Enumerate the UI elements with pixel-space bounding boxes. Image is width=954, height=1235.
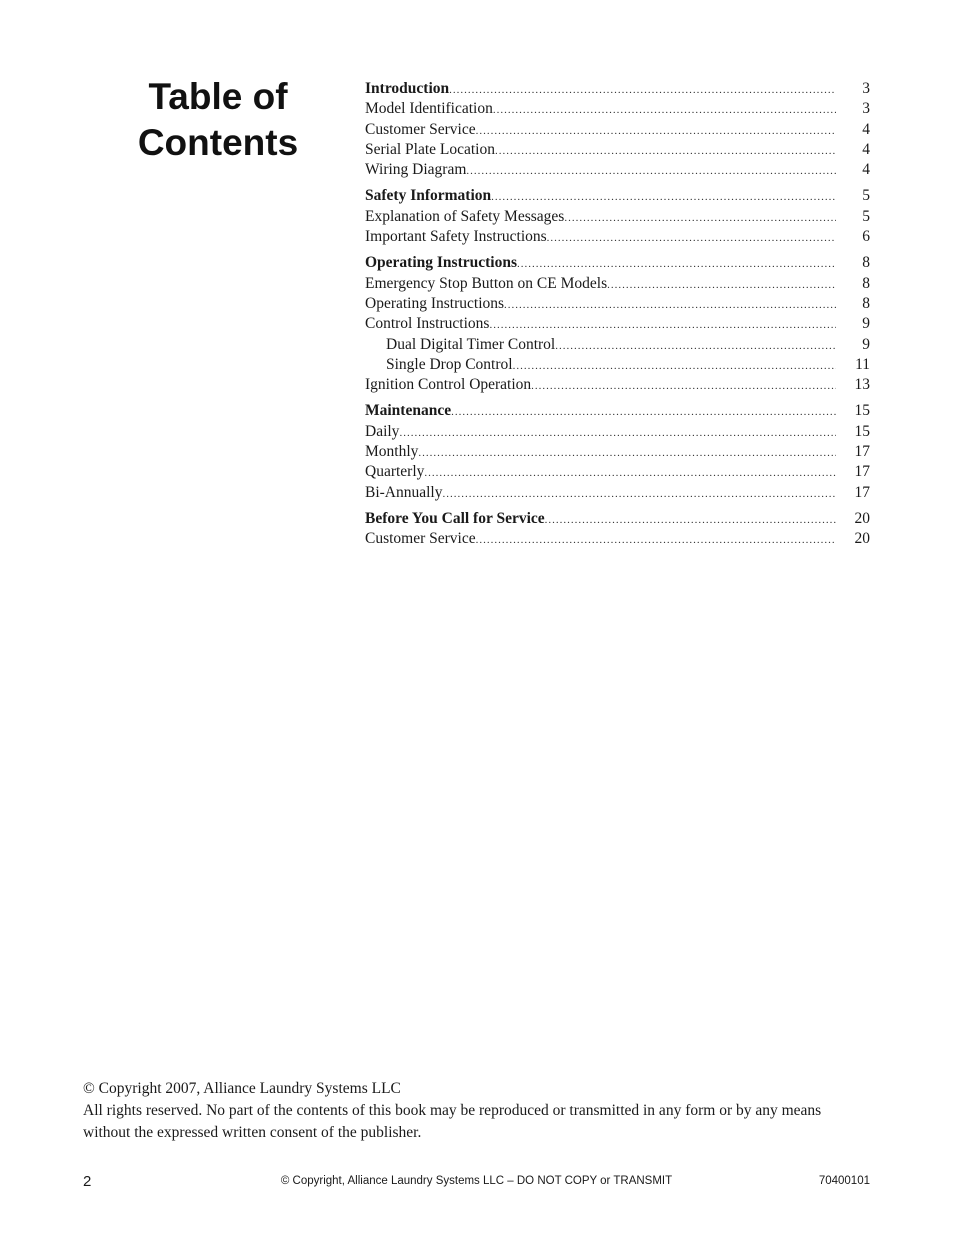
toc-section-heading[interactable] <box>365 79 870 99</box>
toc-entry[interactable] <box>365 227 870 247</box>
toc-section-heading[interactable] <box>365 186 870 206</box>
toc-entry-label: Bi-Annually <box>365 483 443 501</box>
dot-leader <box>607 275 836 295</box>
toc-entry-label: Monthly <box>365 443 419 461</box>
toc-entry-label: Model Identification <box>365 100 493 118</box>
toc-page-number: 6 <box>862 228 870 246</box>
dot-leader <box>493 100 836 120</box>
toc-entry[interactable] <box>365 160 870 180</box>
table-of-contents <box>365 79 870 556</box>
toc-page-number: 8 <box>862 294 870 312</box>
dot-leader <box>531 376 836 396</box>
document-number: 70400101 <box>818 1175 870 1187</box>
toc-entry-label: Wiring Diagram <box>365 161 467 179</box>
toc-entry-label: Operating Instructions <box>365 294 505 312</box>
toc-section <box>365 186 870 247</box>
toc-entry[interactable] <box>365 140 870 160</box>
toc-page-number: 17 <box>854 483 870 501</box>
toc-page-number: 15 <box>854 422 870 440</box>
toc-section <box>365 79 870 180</box>
toc-entry[interactable] <box>365 483 870 503</box>
toc-entry-label: Explanation of Safety Messages <box>365 207 565 225</box>
toc-section-heading[interactable] <box>365 253 870 273</box>
dot-leader <box>443 484 837 504</box>
toc-entry[interactable] <box>365 375 870 395</box>
dot-leader <box>564 208 836 228</box>
toc-entry[interactable] <box>365 529 870 549</box>
toc-section-heading[interactable] <box>365 401 870 421</box>
page-title <box>128 74 308 166</box>
dot-leader <box>517 254 836 274</box>
toc-entry[interactable] <box>365 294 870 314</box>
toc-entry-label: Daily <box>365 422 400 440</box>
toc-page-number: 20 <box>854 509 870 527</box>
dot-leader <box>547 228 836 248</box>
page-number: 2 <box>83 1173 92 1190</box>
copyright-line: © Copyright 2007, Alliance Laundry Systems LLC <box>83 1080 401 1097</box>
toc-entry[interactable] <box>365 442 870 462</box>
toc-entry-label: Control Instructions <box>365 315 490 333</box>
toc-page-number: 9 <box>862 315 870 333</box>
dot-leader <box>399 423 836 443</box>
toc-entry-label: Safety Information <box>365 187 492 205</box>
toc-entry[interactable] <box>365 99 870 119</box>
dot-leader <box>555 336 836 356</box>
toc-page-number: 4 <box>862 140 870 158</box>
toc-section <box>365 509 870 550</box>
dot-leader <box>513 356 836 376</box>
toc-section <box>365 401 870 502</box>
toc-entry-label: Introduction <box>365 80 450 97</box>
toc-page-number: 17 <box>854 463 870 481</box>
toc-entry-label: Maintenance <box>365 402 452 420</box>
page-title-line-2: Contents <box>137 122 299 163</box>
toc-section-heading[interactable] <box>365 509 870 529</box>
toc-page-number: 4 <box>862 120 870 138</box>
toc-page-number: 20 <box>854 530 870 548</box>
dot-leader <box>418 443 836 463</box>
toc-page-number: 11 <box>855 355 870 373</box>
rights-statement: All rights reserved. No part of the contents of this book may be reproduced or transmitted in any form or by any means without the expressed written consent of the publisher. <box>83 1102 822 1141</box>
toc-entry[interactable] <box>365 120 870 140</box>
toc-entry[interactable] <box>365 422 870 442</box>
toc-entry[interactable] <box>365 314 870 334</box>
toc-entry-label: Serial Plate Location <box>365 140 495 158</box>
toc-section <box>365 253 870 395</box>
footer-notice: © Copyright, Alliance Laundry Systems LLC – DO NOT COPY or TRANSMIT <box>280 1175 673 1187</box>
dot-leader <box>449 80 836 100</box>
toc-entry-label: Operating Instructions <box>365 254 517 272</box>
toc-entry[interactable] <box>365 274 870 294</box>
dot-leader <box>424 463 836 483</box>
toc-page-number: 15 <box>854 402 870 420</box>
toc-entry-label: Important Safety Instructions <box>365 228 547 246</box>
toc-page-number: 13 <box>854 376 870 394</box>
toc-page-number: 5 <box>862 207 870 225</box>
toc-page-number: 5 <box>862 187 870 205</box>
toc-entry-label: Dual Digital Timer Control <box>386 335 556 353</box>
toc-entry-label: Customer Service <box>365 530 476 548</box>
toc-page-number: 3 <box>862 80 870 97</box>
toc-entry-label: Single Drop Control <box>386 355 513 373</box>
dot-leader <box>504 295 836 315</box>
dot-leader <box>476 530 836 550</box>
dot-leader <box>545 510 836 530</box>
toc-page-number: 17 <box>854 443 870 461</box>
page-title-line-1: Table of <box>148 76 288 117</box>
toc-entry-label: Before You Call for Service <box>365 509 545 527</box>
toc-entry-label: Quarterly <box>365 463 425 481</box>
toc-entry-label: Ignition Control Operation <box>365 376 532 394</box>
toc-entry-label: Emergency Stop Button on CE Models <box>365 274 608 292</box>
toc-page-number: 8 <box>862 254 870 272</box>
toc-entry[interactable] <box>365 462 870 482</box>
toc-entry[interactable] <box>365 335 870 355</box>
dot-leader <box>489 315 836 335</box>
toc-page-number: 4 <box>862 161 870 179</box>
copyright-block <box>83 1078 863 1144</box>
toc-entry[interactable] <box>365 207 870 227</box>
toc-page-number: 8 <box>862 274 870 292</box>
dot-leader <box>476 121 836 141</box>
toc-page-number: 3 <box>862 100 870 118</box>
toc-page-number: 9 <box>862 335 870 353</box>
toc-entry-label: Customer Service <box>365 120 476 138</box>
dot-leader <box>491 187 836 207</box>
page-footer <box>83 1173 870 1193</box>
toc-entry[interactable] <box>365 355 870 375</box>
dot-leader <box>495 141 836 161</box>
dot-leader <box>451 402 836 422</box>
dot-leader <box>466 161 836 181</box>
